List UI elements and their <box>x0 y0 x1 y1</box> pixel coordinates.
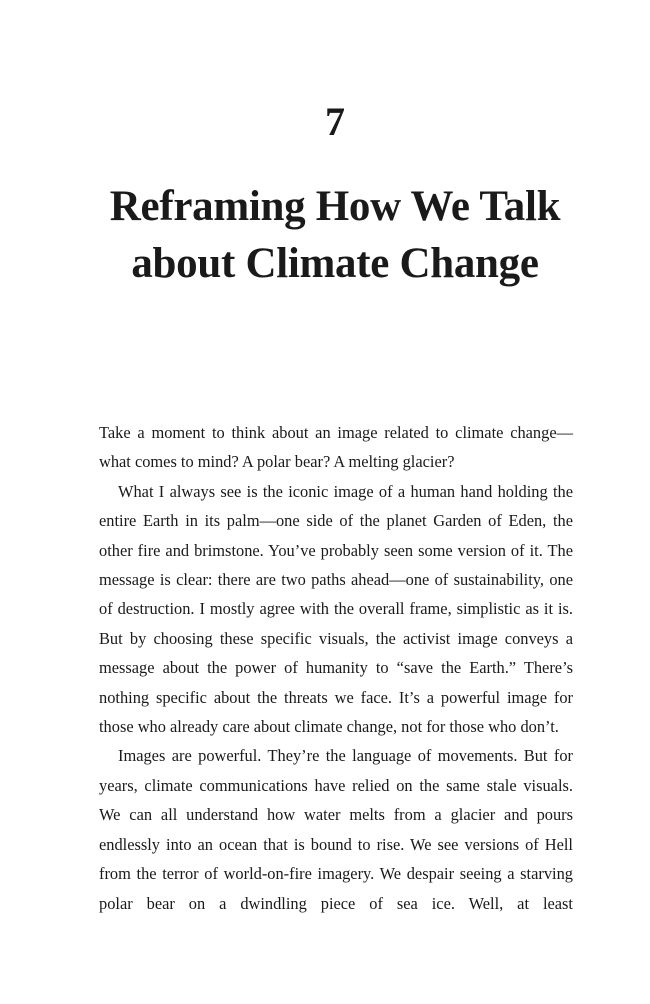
chapter-number: 7 <box>325 99 345 144</box>
paragraph-2: What I always see is the iconic image of a human hand holding the entire Earth in its palm—one side of the planet Garden of Eden, the other fire and brimstone. You’ve probably seen some version of it. The message is clear: there are two paths ahead—one of sustainability, one of destruction. I mostly agree with the overall frame, simplistic as it is. But by choosing these specific visuals, the activist image conveys a message about the power of humanity to “save the Earth.” There’s nothing specific about the threats we face. It’s a powerful image for those who already care about climate change, not for those who don’t. <box>99 481 573 737</box>
paragraph-1: Take a moment to think about an image related to climate change—what comes to mind? A polar bear? A melting glacier? <box>99 423 573 472</box>
chapter-title-line-1: Reframing How We Talk <box>109 183 561 230</box>
paragraph-3: Images are powerful. They’re the language of movements. But for years, climate communications have relied on the same stale visuals. We can all understand how water melts from a glacier and pours endlessly into an ocean that is bound to rise. We see versions of Hell from the terror of world-on-fire imagery. We despair seeing a starving polar bear on a dwindling piece of sea ice. Well, at least <box>99 746 573 913</box>
chapter-title <box>0 178 650 292</box>
chapter-title-line-2: about Climate Change <box>131 240 539 287</box>
chapter-body <box>99 418 573 918</box>
